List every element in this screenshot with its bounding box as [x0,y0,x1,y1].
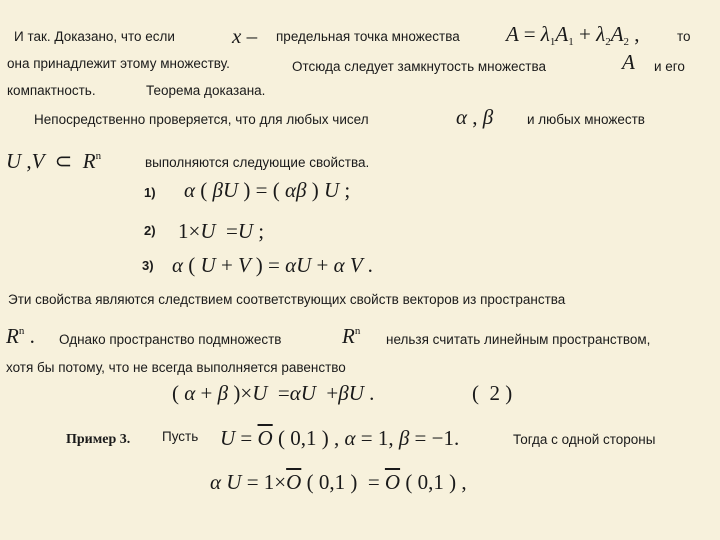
property-number-2: 2) [144,223,156,238]
formula-ex-calc: α $U = 1\times\overline{O}$ ( 0,1 ) = $\overline{O}$ ( 0,1 ) , [210,470,467,494]
example-label: Пример 3. [66,432,131,447]
property-number-1: 1) [144,185,156,200]
formula-Rn: $R^n$ [342,324,361,348]
text-p7-a: Однако пространство подмножеств [59,332,282,347]
text-p3-a: компактность. [7,83,96,98]
text-p1-c: то [677,29,691,44]
formula-prop2: 1×U =U ; [178,219,265,243]
text-p3-b: Теорема доказана. [146,83,266,98]
text-p1-a: И так. Доказано, что если [14,29,175,44]
text-p8-a: хотя бы потому, что не всегда выполняется равенство [6,360,346,375]
text-p9-a: Пусть [162,429,199,444]
text-p4-a: Непосредственно проверяется, что для любых чисел [34,112,369,127]
formula-x: x – [232,24,258,48]
text-p2-a: она принадлежит этому множеству. [7,56,230,71]
formula-A: A [622,50,635,74]
text-p6-a: Эти свойства являются следствием соответствующих свойств векторов из пространства [8,292,566,307]
formula-eq2-number: ( 2 ) [472,381,513,405]
text-p5-a: выполняются следующие свойства. [145,155,370,170]
text-p7-b: нельзя считать линейным пространством, [386,332,651,347]
property-number-3: 3) [142,258,154,273]
formula-ex-def: $U = \overline{O}$ ( 0,1 ) , α = 1, β = −1. [220,426,460,450]
text-p9-b: Тогда с одной стороны [513,432,656,447]
formula-set-A-def: $A = \lambda_1A_1 + \lambda_2A_2$ , [506,22,640,48]
formula-UV-subset-Rn: U ,V ⊂ $R^n$ [6,149,102,173]
text-p4-b: и любых множеств [527,112,645,127]
text-p2-b: Отсюда следует замкнутость множества [292,59,546,74]
formula-prop1: α ( βU ) = ( αβ ) U ; [184,178,351,202]
formula-prop3: α ( U + V ) = αU + α V . [172,253,373,277]
formula-eq2: ( α + β )×U =αU +βU . [172,381,375,405]
text-p1-b: предельная точка множества [276,29,460,44]
text-p2-c: и его [654,59,685,74]
formula-alpha-beta: α , β [456,105,494,129]
formula-Rn-dot: $R^n$ . [6,324,35,348]
